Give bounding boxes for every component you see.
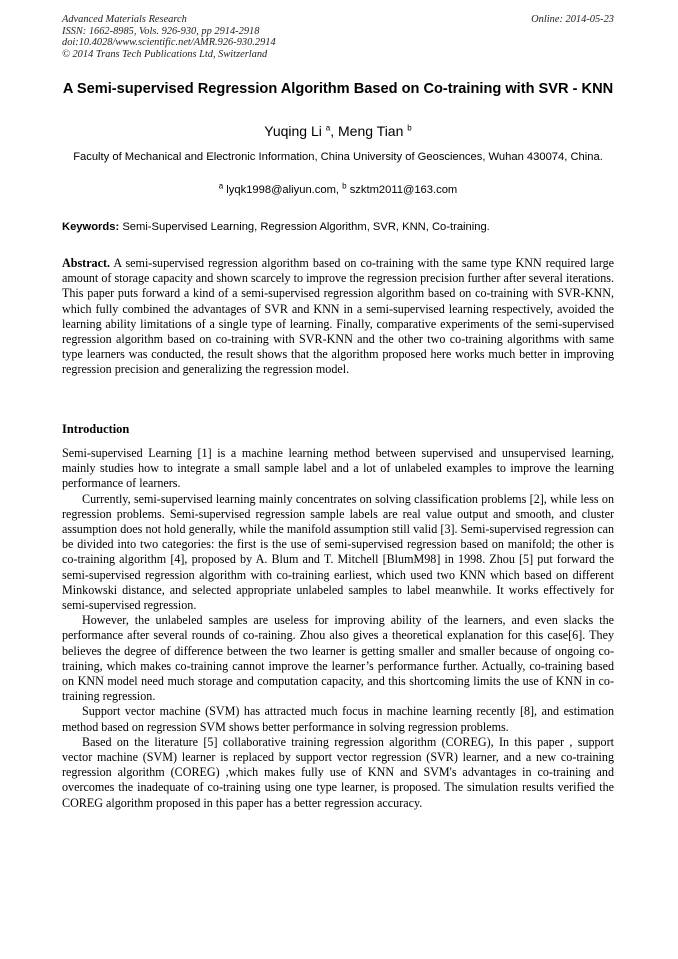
- keywords-label: Keywords:: [62, 221, 120, 233]
- abstract-label: Abstract.: [62, 256, 111, 270]
- abstract: [62, 256, 614, 378]
- email-marker: a: [218, 181, 224, 191]
- author-name: Meng Tian: [338, 123, 404, 139]
- journal-name: Advanced Materials Research: [62, 14, 187, 25]
- author-separator: ,: [330, 123, 338, 139]
- paragraph: Based on the literature [5] collaborative training regression algorithm (COREG), In this paper , support vector machine (SVM) learner is replaced by support vector regression (SVR) learner, and a new co-training regression algorithm (COREG) ,which makes fully use of KNN and SVM's advantages in co-training and overcomes the inadequate of co-training using one type learner, is proposed. The simulation results verified the COREG algorithm proposed in this paper has a better regression accuracy.: [62, 734, 614, 810]
- journal-doi: doi:10.4028/www.scientific.net/AMR.926-930.2914: [62, 37, 276, 49]
- section-heading-introduction: Introduction: [62, 422, 130, 436]
- keywords-text: Semi-Supervised Learning, Regression Algorithm, SVR, KNN, Co-training.: [122, 221, 490, 233]
- abstract-text: A semi-supervised regression algorithm based on co-training with the same type KNN required large amount of storage capacity and shown scarcely to improve the regression precision further after several iterations. This paper puts forward a kind of a semi-supervised regression algorithm based on co-training with SVR-KNN, which fully combined the advantages of SVR and KNN in a semi-supervised learning respectively, avoided the learning ability limitations of a single type of learning. Finally, comparative experiments of the semi-supervised regression algorithm based on co-training with SVR-KNN and the other two co-training algorithms with same type learners was conducted, the result shows that the algorithm proposed here works much better in improving regression precision and generalizing the regression model.: [62, 256, 615, 377]
- email-address: szktm2011@163.com: [349, 184, 458, 196]
- email-marker: b: [342, 181, 347, 191]
- author-name: Yuqing Li: [264, 123, 322, 139]
- journal-header: [62, 14, 614, 60]
- paragraph: Currently, semi-supervised learning mainly concentrates on solving classification problems [2], while less on regression problems. Semi-supervised regression sample labels are real value output and smooth, and cluster assumption does not hold generally, while the manifold assumption still valid [3]. Semi-supervised regression can be divided into two categories: the first is the use of semi-supervised regression based on manifold; the other is co-training algorithm [4], proposed by A. Blum and T. Mitchell [BlumM98] in 1998. Zhou [5] put forward the semi-supervised regression algorithm with co-training earliest, which used two KNN which based on different Minkowski distance, and selected appropriate unlabeled samples to label meanwhile. It works effectively for semi-supervised regression.: [62, 491, 614, 613]
- email-address: lyqk1998@aliyun.com: [226, 184, 336, 196]
- paper-title: A Semi-supervised Regression Algorithm Based on Co-training with SVR - KNN: [62, 81, 614, 97]
- author-affiliation-marker: a: [325, 123, 331, 133]
- journal-issn: ISSN: 1662-8985, Vols. 926-930, pp 2914-2918: [62, 25, 260, 37]
- online-date: Online: 2014-05-23: [531, 14, 614, 25]
- affiliation: Faculty of Mechanical and Electronic Information, China University of Geosciences, Wuhan 430074, China.: [73, 151, 603, 163]
- journal-copyright: © 2014 Trans Tech Publications Ltd, Switzerland: [62, 48, 268, 60]
- paragraph: Support vector machine (SVM) has attracted much focus in machine learning recently [8], and estimation method based on regression SVM shows better performance in solving regression problems.: [62, 704, 614, 734]
- paragraph: Semi-supervised Learning [1] is a machine learning method between supervised and unsupervised learning, mainly studies how to integrate a small sample label and a lot of unlabeled examples to improve the learning performance of learners.: [62, 446, 614, 491]
- author-list: [62, 122, 614, 140]
- introduction-body: [62, 446, 614, 811]
- email-list: [62, 183, 614, 198]
- email-separator: ,: [335, 184, 343, 196]
- keywords: [62, 220, 614, 235]
- paragraph: However, the unlabeled samples are useless for improving ability of the learners, and even slacks the performance after several rounds of co-raining. Zhou also gives a theoretical explanation for this case[6]. They believes the degree of difference between the two learner is getting smaller and smaller because of ongoing co-training, which makes co-training cannot improve the learner’s performance further. Actually, co-training based on KNN model need much storage and computation capacity, and this shortcoming limits the use of KNN in co-training regression.: [62, 613, 614, 704]
- author-affiliation-marker: b: [407, 123, 412, 133]
